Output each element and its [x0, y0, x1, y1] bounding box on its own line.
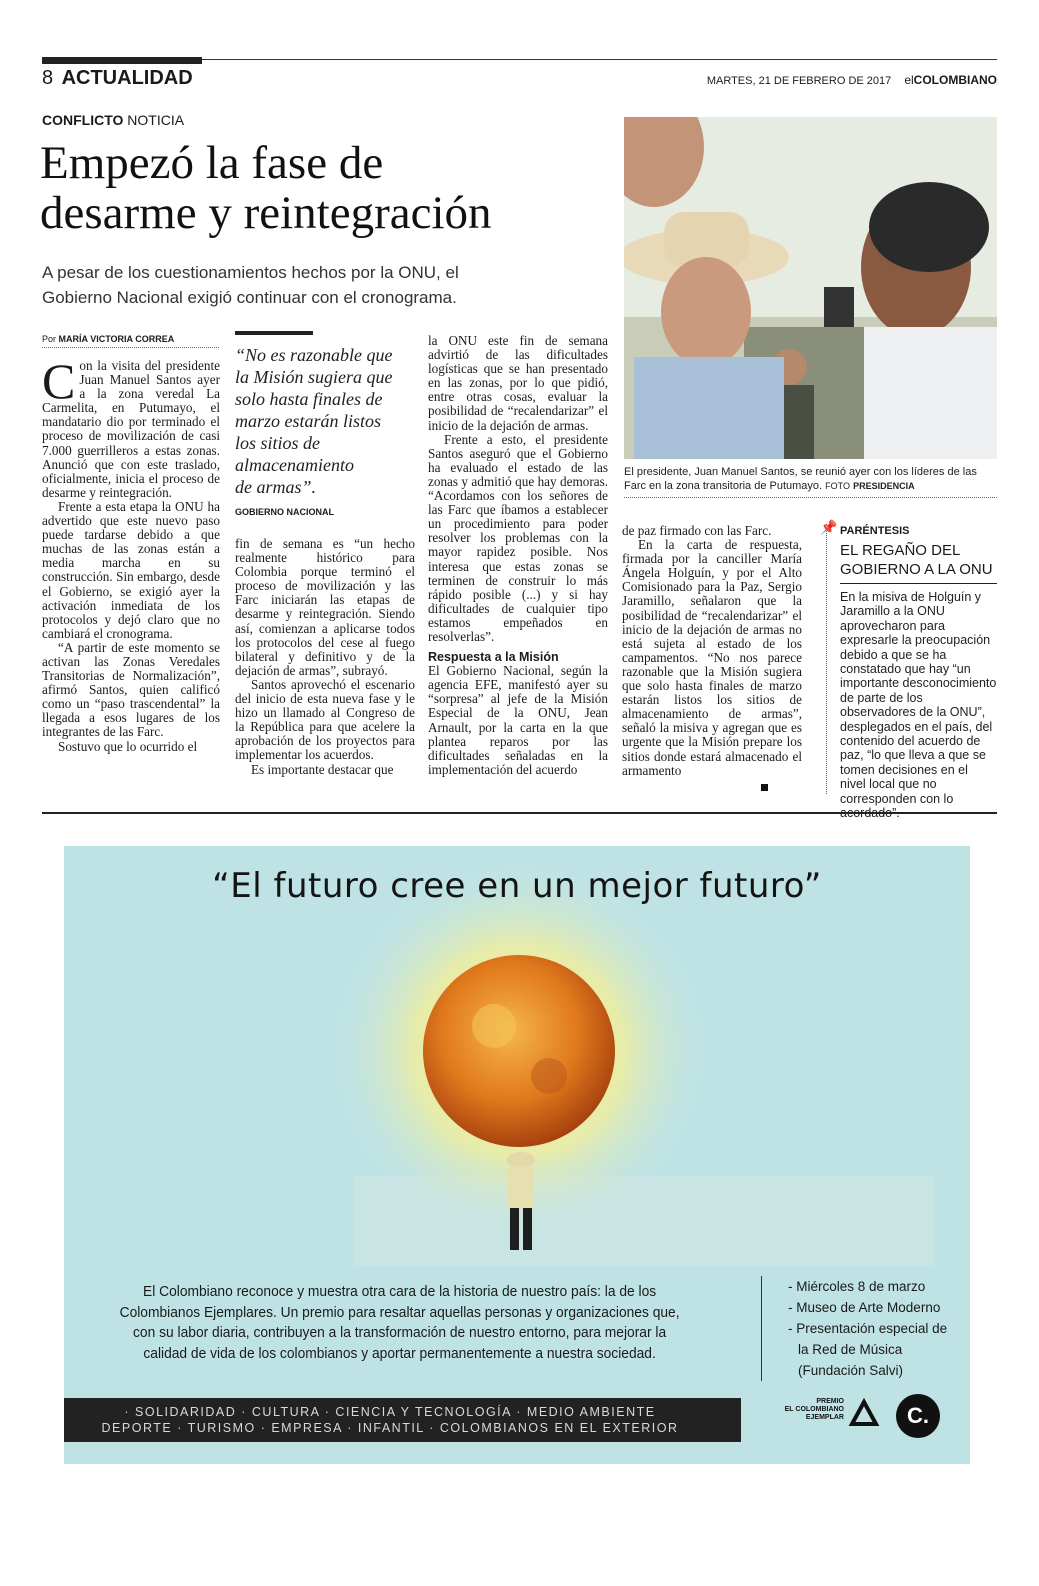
end-mark-icon [761, 784, 768, 791]
sidebar-divider [826, 524, 827, 794]
dropcap: C [42, 353, 76, 409]
el-colombiano-logo: C. [896, 1394, 940, 1438]
section-name: ACTUALIDAD [61, 67, 193, 89]
article-photo [624, 117, 997, 459]
kicker: CONFLICTO NOTICIA [42, 112, 185, 128]
ad-category-band: · SOLIDARIDAD · CULTURA · CIENCIA Y TECNOLOGÍA · MEDIO AMBIENTE DEPORTE · TURISMO · EMPRESA · INFANTIL · COLOMBIANOS EN EL EXTERIOR [64, 1398, 741, 1442]
paper-prefix: el [904, 73, 914, 87]
award-arrow-icon [848, 1398, 880, 1430]
deck: A pesar de los cuestionamientos hechos por la ONU, el Gobierno Nacional exigió continuar con el cronograma. [42, 263, 459, 307]
pull-quote-rule [235, 331, 313, 335]
article-column-1: C on la visita del presidente Juan Manuel Santos ayer a la zona veredal La Carmelita, en Putumayo, el mandatario dio por terminado el proceso de movilización de casi 7.000 guerrilleros a estas zonas. Anunció que con este traslado, oficialmente, inicia el proceso de desarme y reintegración. Frente a esta etapa la ONU ha advertido que este nuevo paso puede tardarse debido a que muchas de las zonas están a media marcha en su construcción. Sin embargo, desde el Gobierno, se exigió ayer la activación inmediata de los protocolos y dejó claro que no cambiará el cronograma. “A partir de este momento se activan las Zonas Veredales Transitorias de Normalización”, afirmó Santos, quien calificó como un “paso trascendental” la llegada a esos lugares de los integrantes de las Farc. Sostuvo que lo ocurrido el [42, 353, 220, 754]
article-column-4: de paz firmado con las Farc. En la carta de respuesta, firmada por la canciller María Ángela Holguín, y por el Alto Comisionado para la Paz, Sergio Jaramillo, señalaron que la posibilidad de “recalendarizar” el inicio de la dejación de armas no está sujeta al estado de los campamentos. “No nos parece razonable que la Misión sugiera que solo hasta finales de marzo estarán listos los sitios de almacenamiento de armas”, señaló la misiva y agregan que es urgente que la Misión prepare los sitios donde estará almacenado el armamento [622, 523, 802, 778]
headline: Empezó la fase de desarme y reintegración [40, 137, 492, 239]
subhead: Respuesta a la Misión [428, 650, 559, 665]
ad-panel [64, 846, 970, 1464]
pushpin-icon: 📌 [820, 519, 838, 535]
sidebar-label: PARÉNTESIS [840, 525, 910, 537]
sidebar-title: EL REGAÑO DEL GOBIERNO A LA ONU [840, 541, 997, 584]
issue-date: MARTES, 21 DE FEBRERO DE 2017 [706, 75, 892, 87]
photo-caption: El presidente, Juan Manuel Santos, se reunió ayer con los líderes de las Farc en la zona transitoria de Putumayo. FOTO PRESIDENCIA [624, 465, 997, 498]
sidebar-body: En la misiva de Holguín y Jaramillo a la ONU aprovecharon para expresarle la preocupación debido a que se ha constatado que hay “un importante desconocimiento de parte de los observadores de la ONU”, desplegados en el país, del contenido del acuerdo de paz, “lo que lleva a que se tomen decisiones en el nivel local que no corresponden con lo [840, 590, 997, 806]
pull-quote: “No es razonable que la Misión sugiera que solo hasta finales de marzo estarán listos los sitios de almacenamiento de armas”. [235, 345, 393, 497]
sidebar [820, 519, 997, 821]
section-bar [42, 57, 202, 64]
article-bottom-rule [42, 812, 997, 814]
paper-name: COLOMBIANO [913, 73, 997, 87]
page-number: 8 [42, 67, 54, 89]
pull-quote-source: GOBIERNO NACIONAL [235, 507, 334, 517]
ad-headline: “El futuro cree en un mejor futuro” [212, 866, 822, 906]
byline: Por MARÍA VICTORIA CORREA [42, 334, 219, 348]
ad-event-info: - Miércoles 8 de marzo - Museo de Arte Moderno - Presentación especial de la Red de Música (Fundación Salvi) [788, 1279, 948, 1378]
ad-award-logo: PREMIO EL COLOMBIANO EJEMPLAR [784, 1398, 844, 1421]
ad-body: El Colombiano reconoce y muestra otra cara de la historia de nuestro país: la de los Colombianos Ejemplares. Un premio para resaltar aquellas personas y organizaciones que, con su labor diaria, contribuyen a la transformación de nuestro entorno, para mejorar la calidad de vida de los colombianos y aportar permanentemente a nuestra sociedad. [119, 1283, 680, 1362]
photo-illustration [624, 117, 997, 459]
ad-event-divider [761, 1276, 762, 1381]
page-header [42, 67, 997, 91]
article-column-3: la ONU este fin de semana advirtió de las dificultades logísticas que se han presentado en las zonas, por lo que pidió, entre otras cosas, evaluar la posibilidad de “recalendarizar” el inicio de la dejación de armas. Frente a esto, el presidente Santos aseguró que el Gobierno ha evaluado el estado de las zonas y admitió que hay demoras. “Acordamos con los señores de las Farc que íbamos a establecer un procedimiento para poder resolver los problemas con la mayor rapidez posible. Nos interesa que estas zonas se terminen de construir lo más rápido posible (...) y si hay dificultades de cualquier tipo estamos empeñados en resolverlas”. Respuesta a la Misión El Gobierno Nacional, según la agencia EFE, manifestó ayer su “sorpresa” al jefe de la Misión Especial de la ONU, Jean Arnault, por la carta en la que plantea reparos por las dificultades señaladas en la implementación del acuerdo [428, 333, 608, 777]
article-column-2: fin de semana es “un hecho realmente histórico para Colombia porque terminó el proceso de movilización y las Farc iniciarán las etapas de desarme y reintegración. Siendo así, comienzan a aplicarse todos los protocolos del cese al fuego bilateral y definitivo y de la dejación de armas”, subrayó. Santos aprovechó el escenario del inicio de esta nueva fase y le hizo un llamado al Congreso de la República para que acelere la aprobación de los proyectos para implementar los acuerdos. Es importante destacar que [235, 536, 415, 777]
